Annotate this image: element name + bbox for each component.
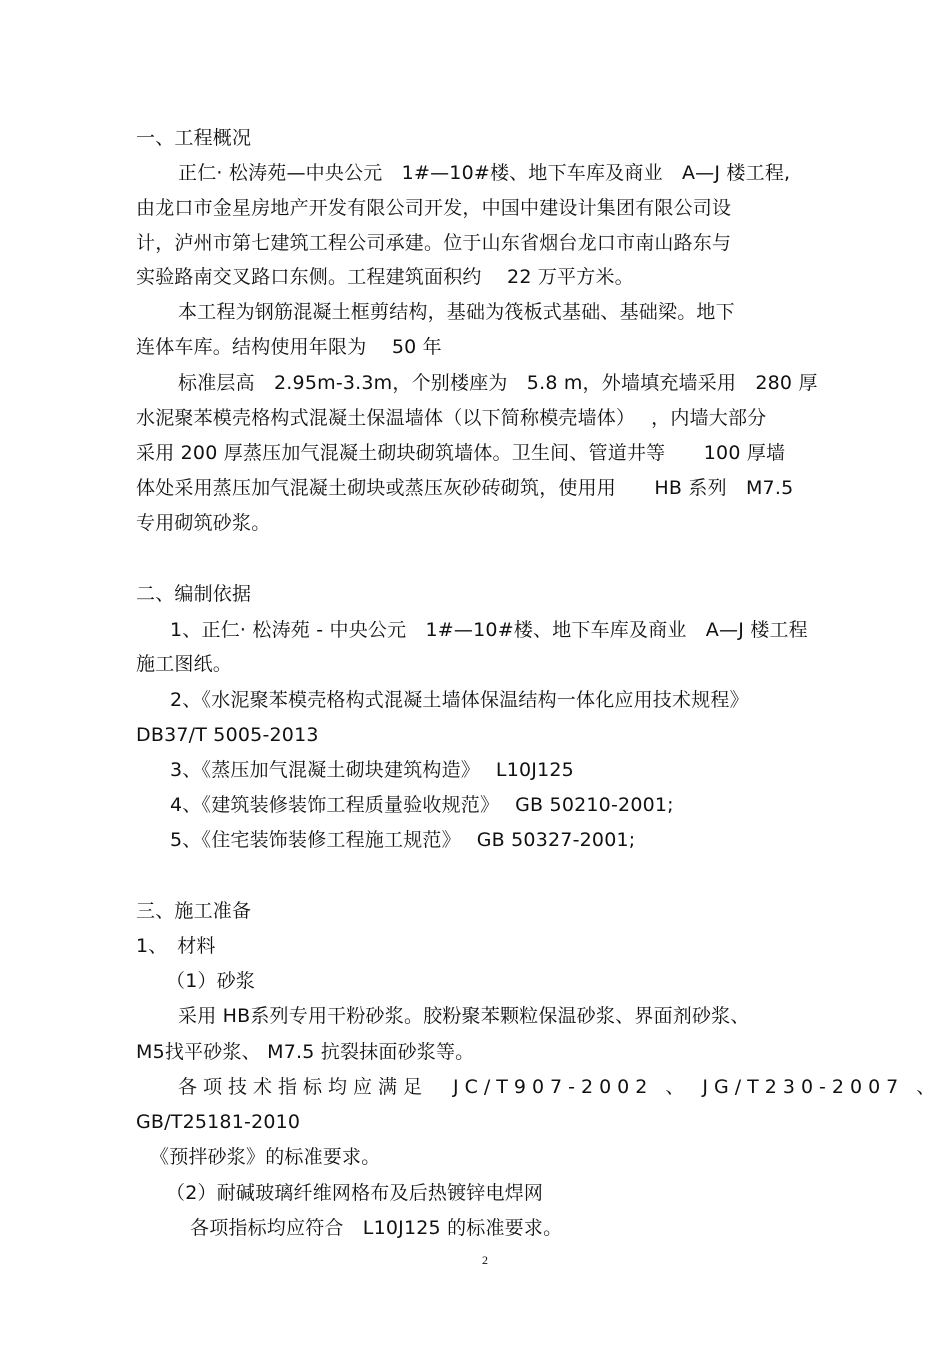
reference-item: 1、正仁· 松涛苑 - 中央公元 1#—10#楼、地下车库及商业 A—J 楼工程 <box>170 619 808 641</box>
paragraph-line: 标准层高 2.95m-3.3m，个别楼座为 5.8 m，外墙填充墙采用 280 厚 <box>178 372 818 394</box>
paragraph-line: 体处采用蒸压加气混凝土砌块或蒸压灰砂砖砌筑，使用用 HB 系列 M7.5 <box>136 477 794 499</box>
section-heading-basis: 二、编制依据 <box>136 583 252 605</box>
reference-item: 4、《建筑装修装饰工程质量验收规范》 GB 50210-2001; <box>170 794 674 816</box>
paragraph-line: 采用 HB系列专用干粉砂浆。胶粉聚苯颗粒保温砂浆、界面剂砂浆、 <box>178 1005 750 1027</box>
paragraph-line: 各项指标均应符合 L10J125 的标准要求。 <box>190 1217 563 1239</box>
paragraph-line: 本工程为钢筋混凝土框剪结构，基础为筏板式基础、基础梁。地下 <box>178 301 735 323</box>
section-heading-overview: 一、工程概况 <box>136 127 252 149</box>
paragraph-line: 《预拌砂浆》的标准要求。 <box>150 1146 381 1168</box>
paragraph-line: 水泥聚苯模壳格构式混凝土保温墙体（以下简称模壳墙体） ，内墙大部分 <box>136 407 767 429</box>
paragraph-line: GB/T25181-2010 <box>136 1111 301 1133</box>
reference-item: 5、《住宅装饰装修工程施工规范》 GB 50327-2001; <box>170 829 636 851</box>
reference-item: 3、《蒸压加气混凝土砌块建筑构造》 L10J125 <box>170 759 574 781</box>
paragraph-line: 正仁· 松涛苑—中央公元 1#—10#楼、地下车库及商业 A—J 楼工程, <box>178 162 791 184</box>
reference-item-continuation: 施工图纸。 <box>136 653 233 675</box>
paragraph-line: 各项技术指标均应满足 JC/T907-2002 、 JG/T230-2007 、 <box>178 1076 942 1098</box>
subsection-heading: 1、 材料 <box>136 935 216 957</box>
reference-item-continuation: DB37/T 5005-2013 <box>136 724 319 746</box>
page-number: 2 <box>482 1253 488 1267</box>
subsection-item: （1）砂浆 <box>166 970 256 992</box>
subsection-item: （2）耐碱玻璃纤维网格布及后热镀锌电焊网 <box>166 1182 544 1204</box>
reference-item: 2、《水泥聚苯模壳格构式混凝土墙体保温结构一体化应用技术规程》 <box>170 689 749 711</box>
paragraph-line: 计，泸州市第七建筑工程公司承建。位于山东省烟台龙口市南山路东与 <box>136 232 732 254</box>
paragraph-line: 实验路南交叉路口东侧。工程建筑面积约 22 万平方米。 <box>136 266 634 288</box>
paragraph-line: M5找平砂浆、 M7.5 抗裂抹面砂浆等。 <box>136 1041 475 1063</box>
paragraph-line: 专用砌筑砂浆。 <box>136 512 271 534</box>
paragraph-line: 采用 200 厚蒸压加气混凝土砌块砌筑墙体。卫生间、管道井等 100 厚墙 <box>136 442 786 464</box>
paragraph-line: 由龙口市金星房地产开发有限公司开发，中国中建设计集团有限公司设 <box>136 197 732 219</box>
paragraph-line: 连体车库。结构使用年限为 50 年 <box>136 336 442 358</box>
section-heading-preparation: 三、施工准备 <box>136 900 252 922</box>
